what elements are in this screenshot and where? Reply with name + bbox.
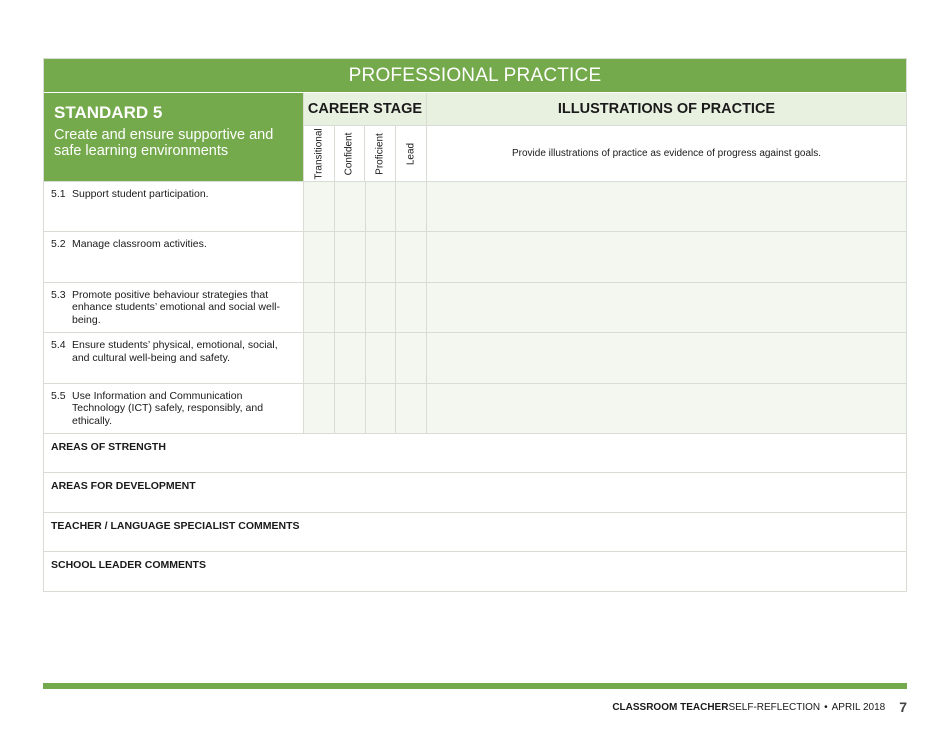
stage-cell-confident[interactable] xyxy=(334,384,365,433)
row-text: Manage classroom activities. xyxy=(72,238,207,251)
row-label xyxy=(44,182,303,231)
row-label xyxy=(44,384,303,433)
standard-row-5-5 xyxy=(44,383,906,433)
page-footer xyxy=(612,699,907,715)
stage-cell-confident[interactable] xyxy=(334,182,365,231)
row-text: Ensure students’ physical, emotional, social, and cultural well-being and safety. xyxy=(72,339,278,364)
career-stage-title: CAREER STAGE xyxy=(304,93,426,126)
row-text: Use Information and Communication Technology (ICT) safely, responsibly, and ethically. xyxy=(72,389,264,427)
row-number: 5.4 xyxy=(51,339,66,352)
row-label xyxy=(44,333,303,382)
stage-cell-lead[interactable] xyxy=(395,333,426,382)
stage-cell-lead[interactable] xyxy=(395,182,426,231)
stage-cell-confident[interactable] xyxy=(334,232,365,281)
stage-cell-transitional[interactable] xyxy=(303,232,334,281)
illustration-cell[interactable] xyxy=(426,333,906,382)
stage-cell-transitional[interactable] xyxy=(303,182,334,231)
illustrations-description: Provide illustrations of practice as evidence of progress against goals. xyxy=(427,126,906,181)
stage-cell-proficient[interactable] xyxy=(365,182,396,231)
footer-date: APRIL 2018 xyxy=(831,701,886,713)
row-number: 5.2 xyxy=(51,238,66,251)
row-label xyxy=(44,283,303,332)
stage-cell-transitional[interactable] xyxy=(303,333,334,382)
section-banner: PROFESSIONAL PRACTICE xyxy=(44,59,906,92)
footer-divider xyxy=(43,683,907,689)
standard-row-5-3 xyxy=(44,282,906,332)
stage-confident: Confident xyxy=(335,126,366,181)
stage-lead: Lead xyxy=(405,142,417,165)
stage-proficient: Proficient xyxy=(365,126,396,181)
form-header xyxy=(44,92,906,181)
row-number: 5.1 xyxy=(51,188,66,200)
areas-for-development-field[interactable]: AREAS FOR DEVELOPMENT xyxy=(44,472,906,512)
illustration-cell[interactable] xyxy=(426,384,906,433)
stage-transitional: Transitional xyxy=(304,126,335,181)
row-text: Support student participation. xyxy=(72,188,209,200)
standard-row-5-1 xyxy=(44,181,906,231)
areas-of-strength-field[interactable]: AREAS OF STRENGTH xyxy=(44,433,906,473)
footer-doc-subtitle: SELF-REFLECTION xyxy=(728,701,821,713)
illustration-cell[interactable] xyxy=(426,232,906,281)
stage-cell-proficient[interactable] xyxy=(365,333,396,382)
illustrations-header xyxy=(426,93,906,181)
school-leader-comments-field[interactable]: SCHOOL LEADER COMMENTS xyxy=(44,551,906,591)
stage-cell-transitional[interactable] xyxy=(303,283,334,332)
career-stage-header xyxy=(303,93,426,181)
standard-subtitle: Create and ensure supportive and safe learning environments xyxy=(54,127,274,159)
row-text: Promote positive behaviour strategies that enhance students’ emotional and social well-being. xyxy=(72,288,280,326)
career-stage-columns xyxy=(304,126,426,181)
illustrations-title: ILLUSTRATIONS OF PRACTICE xyxy=(427,93,906,126)
row-label xyxy=(44,232,303,281)
stage-cell-proficient[interactable] xyxy=(365,232,396,281)
row-number: 5.3 xyxy=(51,288,66,301)
stage-cell-lead[interactable] xyxy=(395,384,426,433)
stage-cell-confident[interactable] xyxy=(334,333,365,382)
page-number: 7 xyxy=(899,699,907,715)
stage-cell-transitional[interactable] xyxy=(303,384,334,433)
illustration-cell[interactable] xyxy=(426,283,906,332)
row-number: 5.5 xyxy=(51,389,66,402)
standard-row-5-4 xyxy=(44,332,906,382)
stage-cell-proficient[interactable] xyxy=(365,283,396,332)
standard-title: STANDARD 5 xyxy=(54,103,163,122)
self-reflection-form xyxy=(43,58,907,592)
footer-doc-title: CLASSROOM TEACHER xyxy=(612,701,729,713)
stage-cell-proficient[interactable] xyxy=(365,384,396,433)
standard-block xyxy=(44,93,303,181)
teacher-comments-field[interactable]: TEACHER / LANGUAGE SPECIALIST COMMENTS xyxy=(44,512,906,552)
footer-separator: • xyxy=(824,701,828,713)
stage-cell-lead[interactable] xyxy=(395,283,426,332)
illustration-cell[interactable] xyxy=(426,182,906,231)
stage-cell-lead[interactable] xyxy=(395,232,426,281)
standard-row-5-2 xyxy=(44,231,906,281)
stage-cell-confident[interactable] xyxy=(334,283,365,332)
